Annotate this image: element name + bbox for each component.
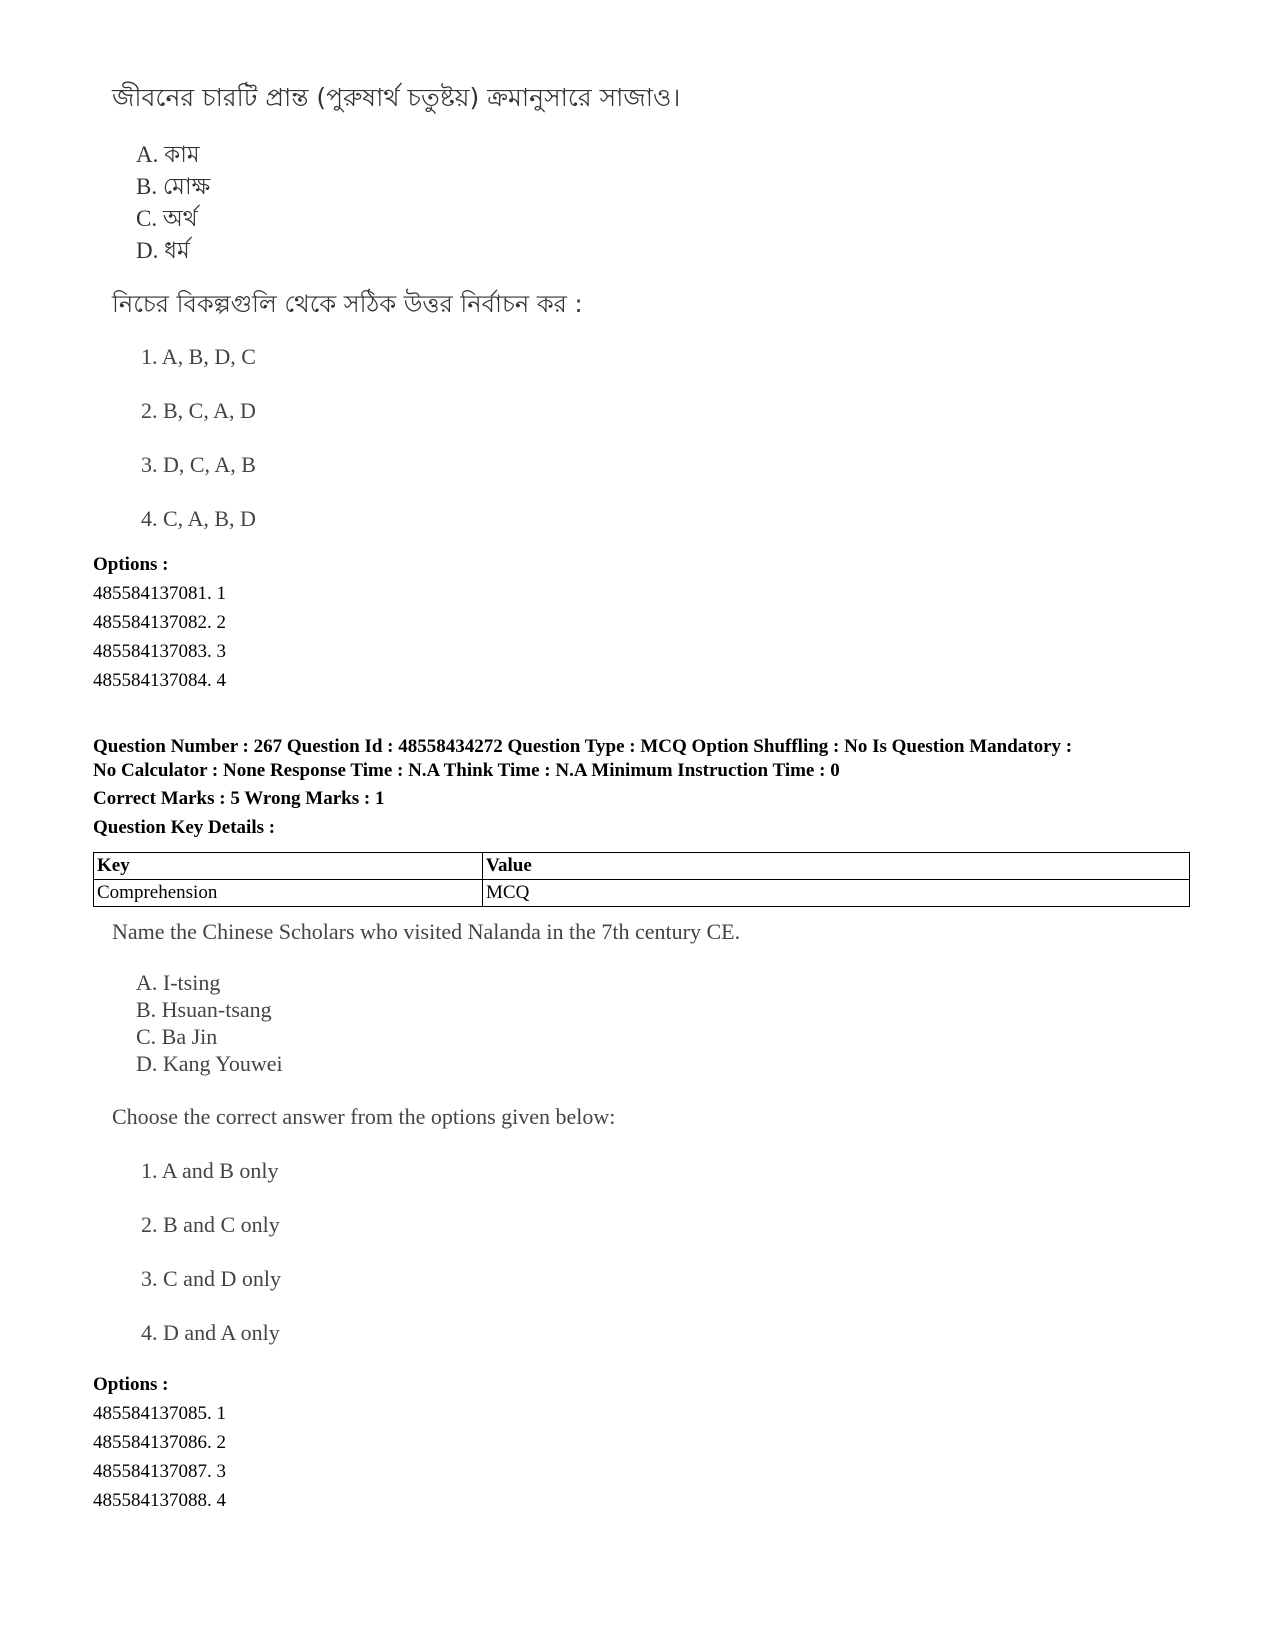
option-id-3: 485584137087. 3 xyxy=(93,1461,226,1482)
question-item-c: C. Ba Jin xyxy=(136,1024,218,1049)
table-header-key: Key xyxy=(94,853,483,880)
key-details-table xyxy=(93,852,1190,907)
options-heading: Options : xyxy=(93,1374,169,1395)
question-meta-line-1: Question Number : 267 Question Id : 48558434272 Question Type : MCQ Option Shuffling : No Is Question Mandatory : xyxy=(93,736,1073,757)
answer-choice-4: 4. D and A only xyxy=(141,1320,280,1345)
question-text-english: Name the Chinese Scholars who visited Nalanda in the 7th century CE. xyxy=(112,919,741,944)
answer-choice-4: 4. C, A, B, D xyxy=(141,506,256,531)
key-details-heading: Question Key Details : xyxy=(93,817,276,838)
answer-choice-1: 1. A and B only xyxy=(141,1158,279,1183)
table-cell-value: MCQ xyxy=(483,880,1190,907)
answer-choice-1: 1. A, B, D, C xyxy=(141,344,256,369)
option-id-3: 485584137083. 3 xyxy=(93,641,226,662)
option-id-4: 485584137084. 4 xyxy=(93,670,226,691)
answer-choice-3: 3. D, C, A, B xyxy=(141,452,256,477)
answer-choice-3: 3. C and D only xyxy=(141,1266,281,1291)
option-id-1: 485584137081. 1 xyxy=(93,583,226,604)
question-item-b: B. Hsuan-tsang xyxy=(136,997,272,1022)
table-cell-key: Comprehension xyxy=(94,880,483,907)
answer-choice-2: 2. B, C, A, D xyxy=(141,398,256,423)
marks-line: Correct Marks : 5 Wrong Marks : 1 xyxy=(93,788,385,809)
question-item-a: A. কাম xyxy=(136,142,200,167)
instruction-text-english: Choose the correct answer from the options given below: xyxy=(112,1104,616,1129)
question-item-d: D. Kang Youwei xyxy=(136,1051,283,1076)
question-text-bengali: জীবনের চারটি প্রান্ত (পুরুষার্থ চতুষ্টয়) ক্রমানুসারে সাজাও। xyxy=(112,83,681,112)
instruction-text-bengali: নিচের বিকল্পগুলি থেকে সঠিক উত্তর নির্বাচন কর : xyxy=(112,290,583,318)
options-heading: Options : xyxy=(93,554,169,575)
table-header-row xyxy=(94,853,1190,880)
answer-choice-2: 2. B and C only xyxy=(141,1212,280,1237)
table-header-value: Value xyxy=(483,853,1190,880)
question-meta-line-2: No Calculator : None Response Time : N.A Think Time : N.A Minimum Instruction Time : 0 xyxy=(93,760,840,781)
question-item-b: B. মোক্ষ xyxy=(136,174,211,199)
option-id-2: 485584137086. 2 xyxy=(93,1432,226,1453)
option-id-2: 485584137082. 2 xyxy=(93,612,226,633)
question-item-c: C. অর্থ xyxy=(136,206,198,231)
question-item-d: D. ধর্ম xyxy=(136,238,190,263)
table-row xyxy=(94,880,1190,907)
option-id-4: 485584137088. 4 xyxy=(93,1490,226,1511)
question-item-a: A. I-tsing xyxy=(136,970,221,995)
option-id-1: 485584137085. 1 xyxy=(93,1403,226,1424)
